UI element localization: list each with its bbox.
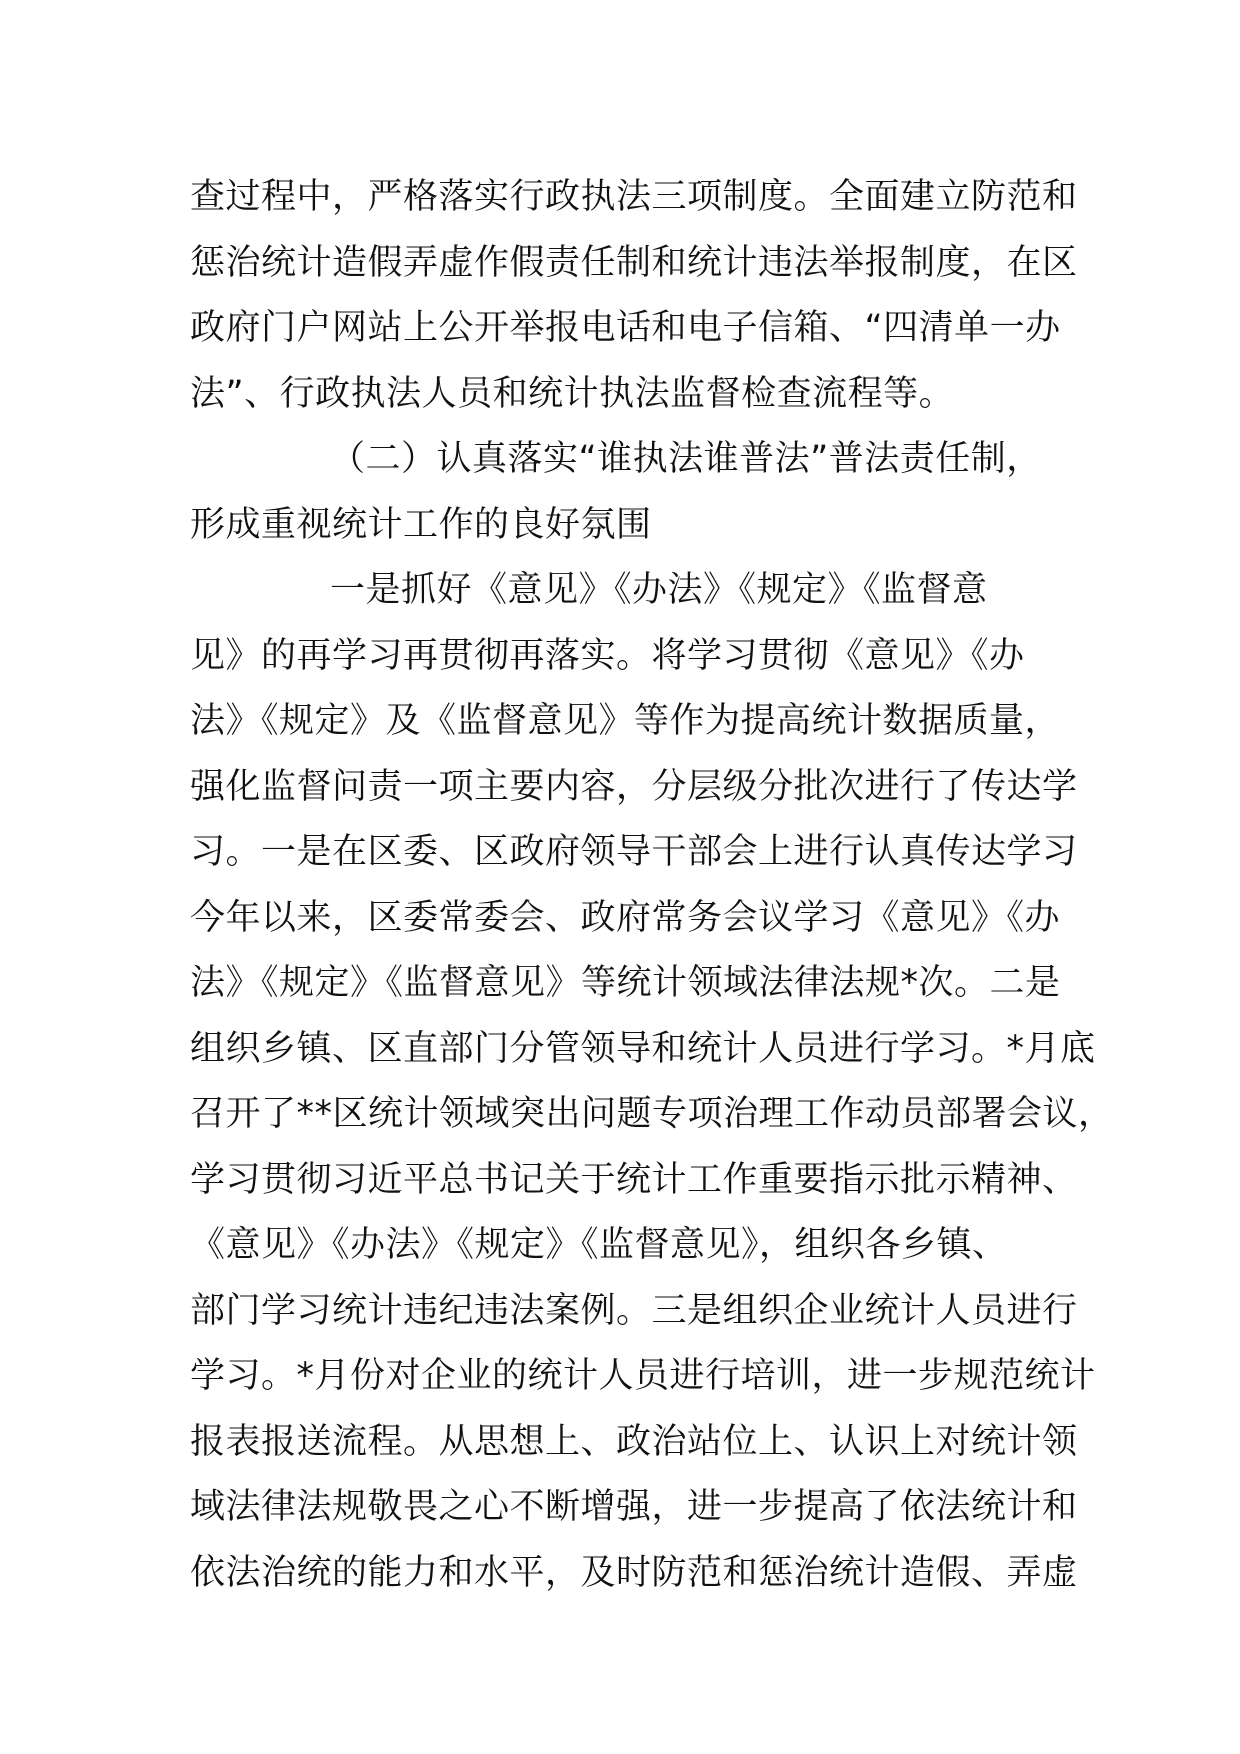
- text-line: 强化监督问责一项主要内容，分层级分批次进行了传达学: [190, 766, 1078, 807]
- text-line: 习。一是在区委、区政府领导干部会上进行认真传达学习: [190, 832, 1078, 872]
- text-line: 查过程中，严格落实行政执法三项制度。全面建立防范和: [190, 177, 1078, 217]
- text-line: 法》《规定》及《监督意见》等作为提高统计数据质量，: [190, 701, 1061, 741]
- text-line: 报表报送流程。从思想上、政治站位上、认识上对统计领: [190, 1421, 1078, 1462]
- text-line: 学习贯彻习近平总书记关于统计工作重要指示批示精神、: [190, 1159, 1078, 1200]
- section-heading-line: （二）认真落实“谁执法谁普法”普法责任制，: [330, 439, 1042, 479]
- text-line: 《意见》《办法》《规定》《监督意见》，组织各乡镇、: [190, 1225, 1008, 1265]
- text-line: 见》的再学习再贯彻再落实。将学习贯彻《意见》《办: [190, 635, 1025, 676]
- text-line: 部门学习统计违纪违法案例。三是组织企业统计人员进行: [190, 1290, 1078, 1331]
- text-line: 依法治统的能力和水平，及时防范和惩治统计造假、弄虚: [190, 1552, 1078, 1593]
- paragraph-start-line: 一是抓好《意见》《办法》《规定》《监督意: [330, 570, 988, 610]
- section-heading-line: 形成重视统计工作的良好氛围: [190, 504, 652, 545]
- text-line: 法”、行政执法人员和统计执法监督检查流程等。: [190, 373, 955, 414]
- text-line: 组织乡镇、区直部门分管领导和统计人员进行学习。*月底: [190, 1028, 1096, 1069]
- text-line: 今年以来，区委常委会、政府常务会议学习《意见》《办: [190, 897, 1061, 938]
- body-text: [190, 165, 1114, 1606]
- text-line: 学习。*月份对企业的统计人员进行培训，进一步规范统计: [190, 1356, 1096, 1396]
- text-line: 域法律法规敬畏之心不断增强，进一步提高了依法统计和: [190, 1487, 1078, 1527]
- text-line: 惩治统计造假弄虚作假责任制和统计违法举报制度，在区: [190, 242, 1078, 283]
- text-line: 法》《规定》《监督意见》等统计领域法律法规*次。二是: [190, 963, 1061, 1003]
- text-line: 召开了**区统计领域突出问题专项治理工作动员部署会议，: [190, 1094, 1114, 1134]
- text-line: 政府门户网站上公开举报电话和电子信箱、“四清单一办: [190, 308, 1061, 348]
